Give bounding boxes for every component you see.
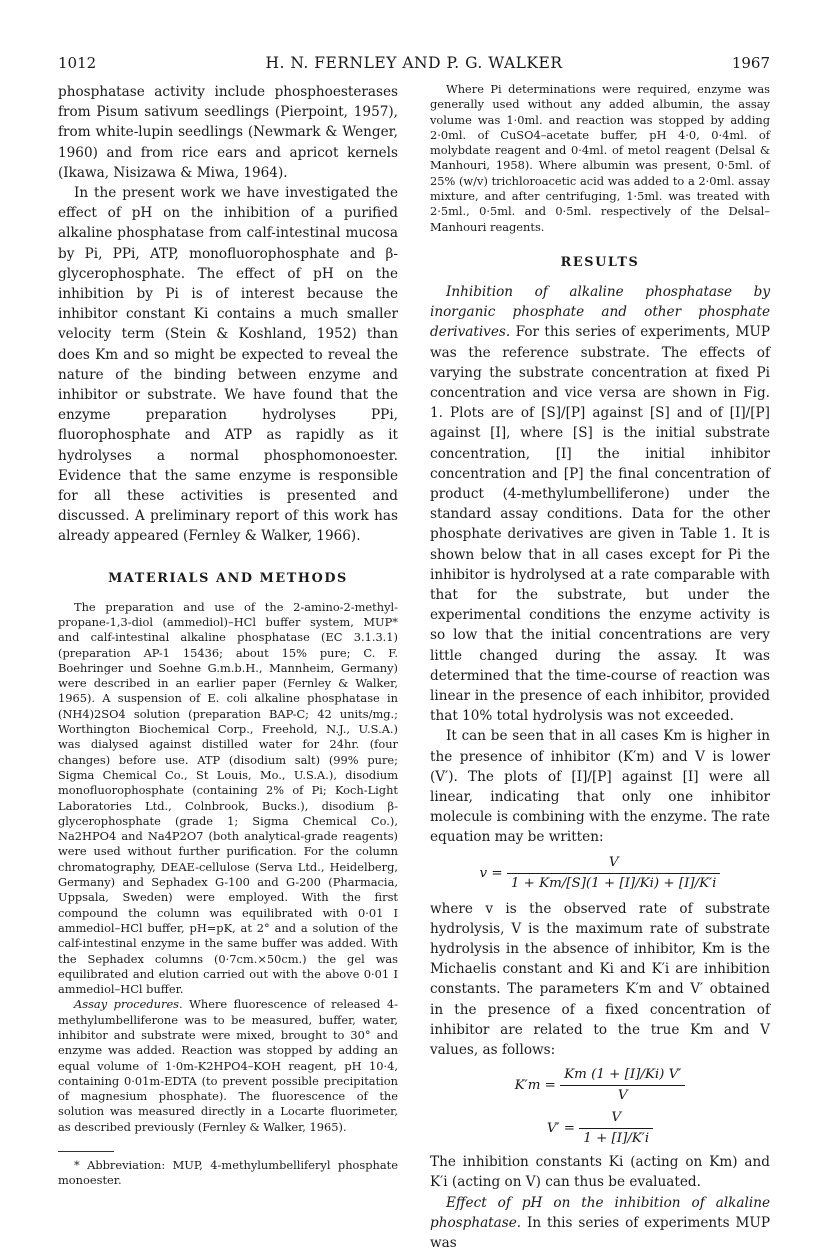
rate-equation-numerator: V — [507, 854, 721, 874]
km-prime-denominator: V — [617, 1088, 628, 1104]
ph-text: In this series of experiments MUP was — [430, 1214, 770, 1252]
inhibition-text: For this series of experiments, MUP was the reference substrate. The effects of varying the substrate concentration at fixed Pi concentration and vice versa are shown in Fig. 1. Plots are of [S]/[P] against [S] and of [I]/[P] against [I], where [S] is the initial substrate concentration, [I] the initial inhibitor concentration and [P] the final concentration of product (4-methylumbelliferone) under the standard assay conditions. Data for the other phosphate derivatives are given in Table 1. It is shown below that in all cases except for Pi the inhibitor is hydrolysed at a rate comparable with that for the substrate, but under the experimental conditions the enzyme activity is so low that the initial concentrations are very little changed during the assay. It was determined that the time-course of reaction was linear in the presence of each inhibitor, provided that 10% total hydrolysis was not exceeded. — [430, 324, 770, 725]
v-prime-denominator: 1 + [I]/K′i — [583, 1131, 650, 1147]
pi-determination-paragraph: Where Pi determinations were required, enzyme was generally used without any added albumin, the assay volume was 1·0ml. and reaction was stopped by adding 2·0ml. of CuSO4–acetate buffer, pH 4·0, 0·4ml. of molybdate reagent and 0·4ml. of metol reagent (Delsal & Manhouri, 1958). Where albumin was present, 0·5ml. of 25% (w/v) trichloroacetic acid was added to a 2·0ml. assay mixture, and after centrifuging, 1·5ml. was treated with 2·5ml., 0·5ml. and 0·5ml. respectively of the Delsal–Manhouri reagents. — [430, 82, 770, 234]
right-column — [430, 82, 770, 1253]
inhibition-paragraph — [430, 282, 770, 726]
where-paragraph: where v is the observed rate of substrate hydrolysis, V is the maximum rate of substrate hydrolysis in the absence of inhibitor, Km is the Michaelis constant and Ki and K′i are inhibition constants. The parameters K′m and V′ obtained in the presence of a fixed concentration of inhibitor are related to the true Km and V values, as follows: — [430, 900, 770, 1059]
v-prime-lhs: V′ = — [546, 1121, 576, 1137]
rate-equation-denominator: 1 + Km/[S](1 + [I]/Ki) + [I]/K′i — [510, 875, 717, 891]
left-column — [58, 82, 398, 1189]
inhibition-title: Inhibition of alkaline phosphatase by inorganic phosphate and other phosphate derivatives. — [430, 283, 770, 341]
footnote: * Abbreviation: MUP, 4-methylumbelliferyl phosphate monoester. — [58, 1158, 398, 1188]
running-header-year: 1967 — [731, 54, 770, 72]
methods-heading: MATERIALS AND METHODS — [108, 570, 348, 586]
running-header — [58, 54, 770, 76]
rate-equation-fraction — [507, 854, 721, 893]
methods-paragraph: The preparation and use of the 2-amino-2-methyl-propane-1,3-diol (ammediol)–HCl buffer system, MUP* and calf-intestinal alkaline phosphatase (EC 3.1.3.1) (preparation AP-1 15436; about 15% pure; C. F. Boehringer und Soehne G.m.b.H., Mannheim, Germany) were described in an earlier paper (Fernley & Walker, 1965). A suspension of E. coli alkaline phosphatase in (NH4)2SO4 solution (preparation BAP-C; 42 units/mg.; Worthington Biochemical Corp., Freehold, N.J., U.S.A.) was dialysed against distilled water for 24hr. (four changes) before use. ATP (disodium salt) (99% pure; Sigma Chemical Co., St Louis, Mo., U.S.A.), disodium monofluorophosphate (containing 2% of Pi; Koch-Light Laboratories Ltd., Colnbrook, Bucks.), disodium β-glycerophosphate (grade 1; Sigma Chemical Co.), Na2HPO4 and Na4P2O7 (both analytical-grade reagents) were used without further purification. For the column chromatography, DEAE-cellulose (Serva Ltd., Heidelberg, Germany) and Sephadex G-100 and G-200 (Pharmacia, Uppsala, Sweden) were employed. With the first compound the column was equilibrated with 0·01 I ammediol–HCl buffer, pH=pK, at 2° and a solution of the calf-intestinal enzyme in the same buffer was added. With the Sephadex columns (0·7cm.×50cm.) the gel was equilibrated and elution carried out with the above 0·01 I ammediol–HCl buffer. — [58, 599, 398, 997]
results-heading: RESULTS — [560, 254, 640, 270]
km-prime-numerator: Km (1 + [I]/Ki) V′ — [560, 1066, 685, 1086]
page-number: 1012 — [58, 54, 97, 72]
ph-title: Effect of pH on the inhibition of alkaline phosphatase. — [430, 1194, 770, 1231]
constants-paragraph: The inhibition constants Ki (acting on Km) and K′i (acting on V) can thus be evaluated. — [430, 1154, 770, 1191]
v-prime-fraction — [579, 1109, 653, 1148]
assay-text: Where fluorescence of released 4-methylumbelliferone was to be measured, buffer, water, inhibitor and substrate were mixed, brought to 30° and enzyme was added. Reaction was stopped by adding an equal volume of 1·0m-K2HPO4–KOH reagent, pH 10·4, containing 0·01m-EDTA (to prevent possible precipitation of magnesium phosphate). The fluorescence of the solution was measured directly in a Locarte fluorimeter, as described previously (Fernley & Walker, 1965). — [58, 997, 398, 1134]
running-header-authors: H. N. FERNLEY AND P. G. WALKER — [265, 54, 563, 72]
km-prime-equation — [430, 1066, 770, 1105]
km-prime-lhs: K′m = — [514, 1078, 556, 1094]
intro-paragraph: In the present work we have investigated the effect of pH on the inhibition of a purified alkaline phosphatase from calf-intestinal mucosa by Pi, PPi, ATP, monofluorophosphate and β-glycerophosphate. The effect of pH on the inhibition by Pi is of interest because the inhibitor constant Ki contains a much smaller velocity term (Stein & Koshland, 1952) than does Km and so might be expected to reveal the nature of the binding between enzyme and inhibitor or substrate. We have found that the enzyme preparation hydrolyses PPi, fluorophosphate and ATP as rapidly as it hydrolyses a normal phosphomonoester. Evidence that the same enzyme is responsible for all these activities is presented and discussed. A preliminary report of this work has already appeared (Fernley & Walker, 1966). — [58, 185, 398, 545]
rate-equation — [430, 854, 770, 893]
intro-continued-paragraph: phosphatase activity include phosphoesterases from Pisum sativum seedlings (Pierpoint, 1957), from white-lupin seedlings (Newmark & Wenger, 1960) and from rice ears and apricot kernels (Ikawa, Nisizawa & Miwa, 1964). — [58, 84, 398, 181]
footnote-rule — [58, 1151, 114, 1152]
ph-paragraph — [430, 1193, 770, 1253]
assay-paragraph — [58, 997, 398, 1135]
km-paragraph: It can be seen that in all cases Km is higher in the presence of inhibitor (K′m) and V is lower (V′). The plots of [I]/[P] against [I] were all linear, indicating that only one inhibitor molecule is combining with the enzyme. The rate equation may be written: — [430, 728, 770, 846]
km-prime-fraction — [560, 1066, 685, 1105]
rate-equation-lhs: v = — [479, 865, 503, 881]
v-prime-numerator: V — [579, 1109, 653, 1129]
v-prime-equation — [430, 1109, 770, 1148]
assay-title: Assay procedures. — [74, 997, 183, 1012]
